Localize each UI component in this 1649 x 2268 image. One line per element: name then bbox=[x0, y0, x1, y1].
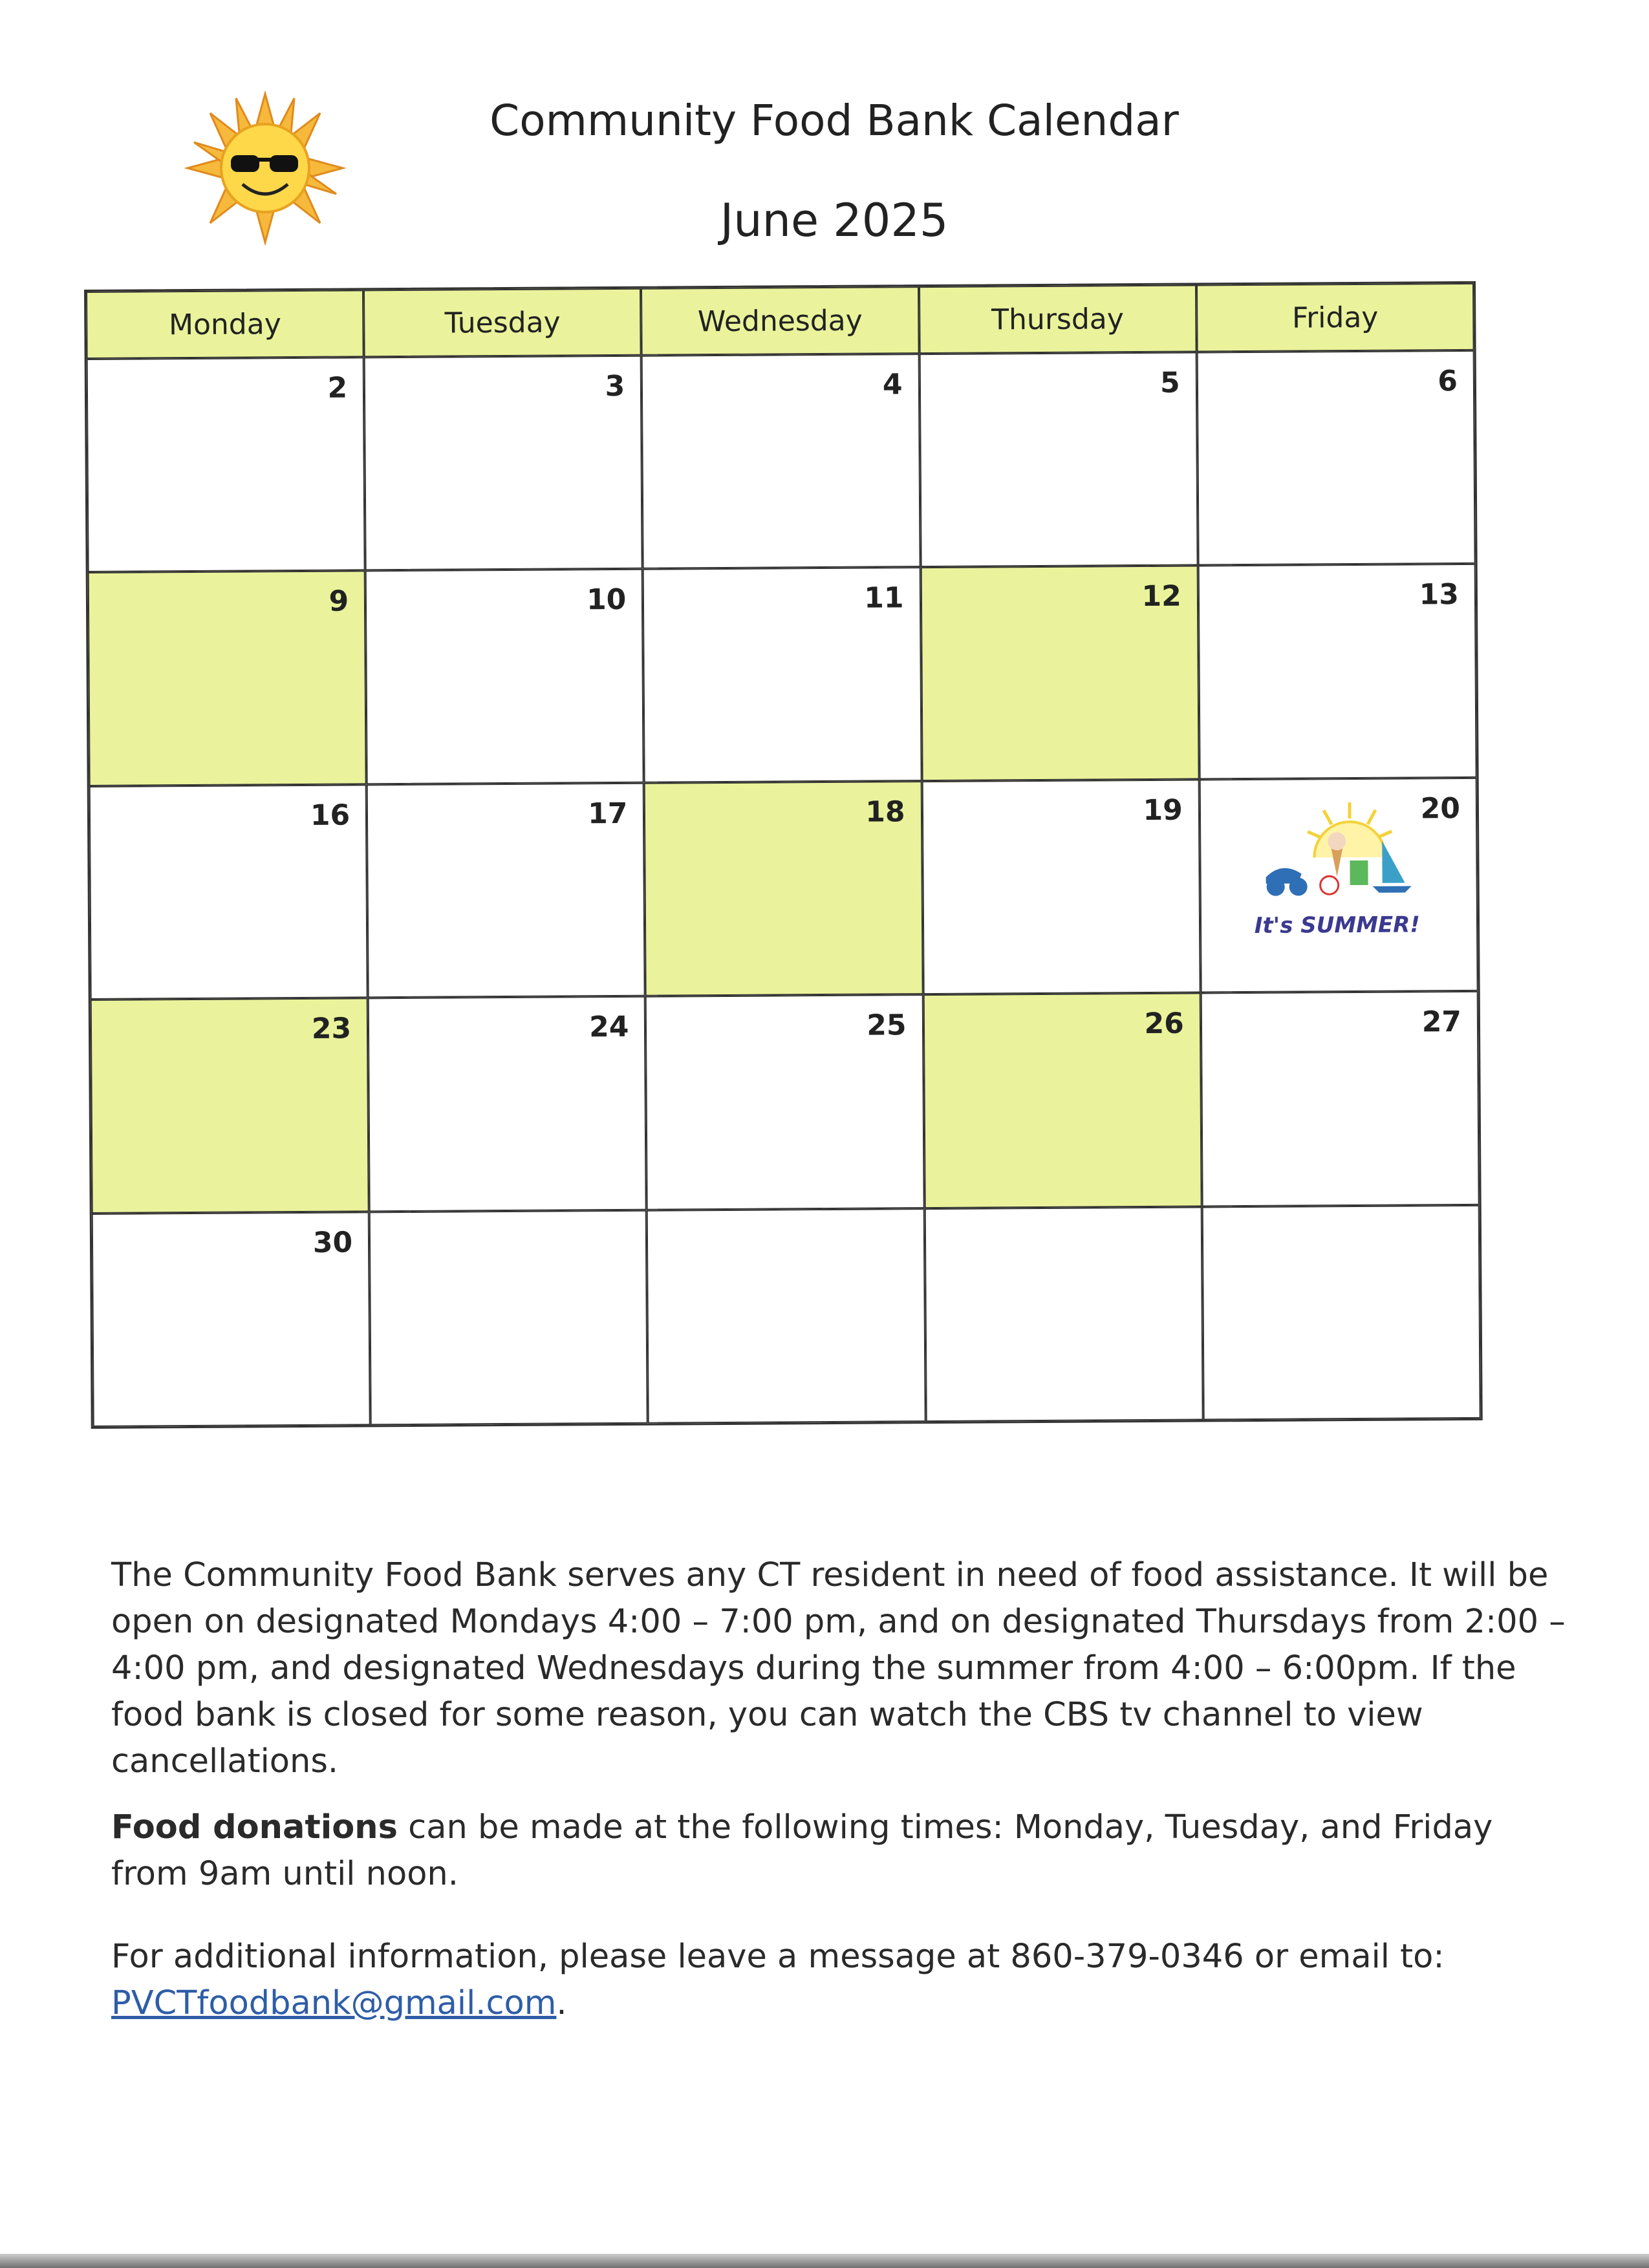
day-number: 23 bbox=[311, 1012, 352, 1046]
day-number: 10 bbox=[586, 583, 627, 617]
day-number: 24 bbox=[588, 1011, 629, 1044]
day-number: 11 bbox=[864, 581, 904, 615]
weekday-header: Wednesday bbox=[641, 286, 919, 356]
contact-text: For additional information, please leave a message at 860-379-0346 or email to: bbox=[111, 1938, 1445, 1976]
weekday-header: Tuesday bbox=[363, 288, 641, 358]
calendar-day bbox=[921, 779, 1200, 994]
calendar-day bbox=[1196, 350, 1475, 566]
calendar-day bbox=[920, 566, 1199, 781]
calendar-day bbox=[89, 784, 368, 1000]
calendar-day bbox=[368, 996, 647, 1212]
email-suffix: . bbox=[556, 1984, 567, 2022]
calendar-day bbox=[364, 356, 643, 571]
day-number: 3 bbox=[605, 369, 625, 403]
calendar-day bbox=[87, 357, 365, 572]
scan-edge bbox=[0, 2254, 1649, 2268]
calendar-day bbox=[1199, 778, 1478, 993]
calendar-day bbox=[643, 567, 921, 782]
day-number: 4 bbox=[882, 368, 903, 401]
calendar-day bbox=[644, 781, 923, 996]
day-number: 2 bbox=[327, 371, 348, 405]
day-number: 17 bbox=[587, 797, 628, 831]
calendar-day bbox=[1202, 1204, 1480, 1420]
calendar-day bbox=[647, 1208, 925, 1424]
day-number: 16 bbox=[310, 798, 350, 832]
summer-badge-text: It's SUMMER! bbox=[1254, 912, 1420, 939]
weekday-header: Friday bbox=[1196, 283, 1474, 352]
day-number: 18 bbox=[865, 795, 905, 829]
day-number: 13 bbox=[1419, 578, 1460, 612]
day-number: 6 bbox=[1438, 365, 1458, 398]
calendar-day bbox=[924, 1206, 1203, 1422]
calendar-day bbox=[367, 783, 645, 998]
calendar-grid bbox=[84, 281, 1483, 1429]
calendar-day bbox=[645, 994, 924, 1210]
info-paragraph: The Community Food Bank serves any CT resident in need of food assistance. It will be open on designated Mondays 4:00 – 7:00 pm, and on designated Thursdays from 2:00 – 4:00 pm, and designated Wednesdays during the summer from 4:00 – 6:00pm. If the food bank is closed for some reason, you can watch the CBS tv channel to view cancellations. bbox=[111, 1556, 1566, 1781]
donations-text: can be made at the following times: Monday, Tuesday, and Friday from 9am until noon. bbox=[111, 1808, 1493, 1893]
day-number: 12 bbox=[1141, 580, 1181, 614]
day-number: 30 bbox=[312, 1226, 353, 1259]
calendar-day bbox=[365, 569, 644, 784]
donations-paragraph bbox=[111, 1804, 1566, 1898]
donations-label: Food donations bbox=[111, 1808, 398, 1846]
calendar-day bbox=[1198, 564, 1476, 779]
weekday-header: Thursday bbox=[919, 284, 1197, 354]
page-title: Community Food Bank Calendar bbox=[490, 96, 1179, 145]
calendar-day bbox=[92, 1212, 371, 1427]
day-number: 26 bbox=[1144, 1007, 1184, 1041]
contact-paragraph bbox=[111, 1934, 1566, 2027]
calendar-day bbox=[88, 571, 367, 786]
summer-clipart-icon bbox=[1253, 795, 1421, 952]
day-number: 19 bbox=[1143, 793, 1183, 827]
calendar-day bbox=[1200, 991, 1479, 1206]
sun-with-sunglasses-icon bbox=[184, 91, 346, 246]
calendar-day bbox=[641, 354, 920, 569]
day-number: 5 bbox=[1159, 366, 1180, 400]
calendar-day bbox=[91, 998, 369, 1214]
day-number: 27 bbox=[1421, 1005, 1462, 1039]
calendar-day bbox=[923, 993, 1202, 1208]
weekday-header: Monday bbox=[86, 290, 364, 359]
day-number: 20 bbox=[1420, 791, 1461, 826]
day-number: 25 bbox=[867, 1009, 907, 1042]
email-link[interactable]: PVCTfoodbank@gmail.com bbox=[111, 1984, 557, 2022]
calendar-day bbox=[919, 352, 1198, 567]
calendar-day bbox=[369, 1210, 648, 1425]
month-title: June 2025 bbox=[720, 194, 949, 247]
day-number: 9 bbox=[329, 584, 349, 619]
